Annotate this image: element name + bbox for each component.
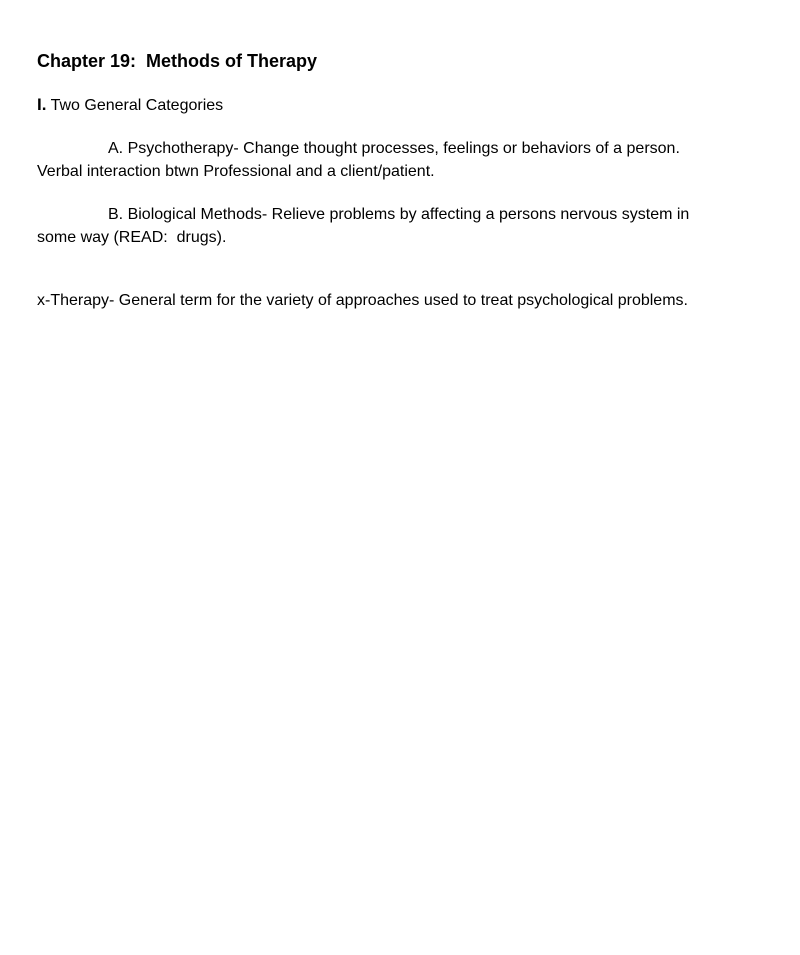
section-heading-text: Two General Categories <box>46 97 224 114</box>
chapter-title: Chapter 19: Methods of Therapy <box>37 51 318 71</box>
document-page <box>37 48 727 313</box>
section-heading <box>37 94 727 117</box>
item-biological-methods: B. Biological Methods- Relieve problems by affecting a persons nervous system in some way (READ: drugs). <box>37 206 694 246</box>
therapy-definition: x-Therapy- General term for the variety of approaches used to treat psychological problems. <box>37 292 688 309</box>
section-numeral: I. <box>37 95 47 114</box>
item-psychotherapy: A. Psychotherapy- Change thought processes, feelings or behaviors of a person. Verbal interaction btwn Professional and a client/patient. <box>37 140 685 180</box>
